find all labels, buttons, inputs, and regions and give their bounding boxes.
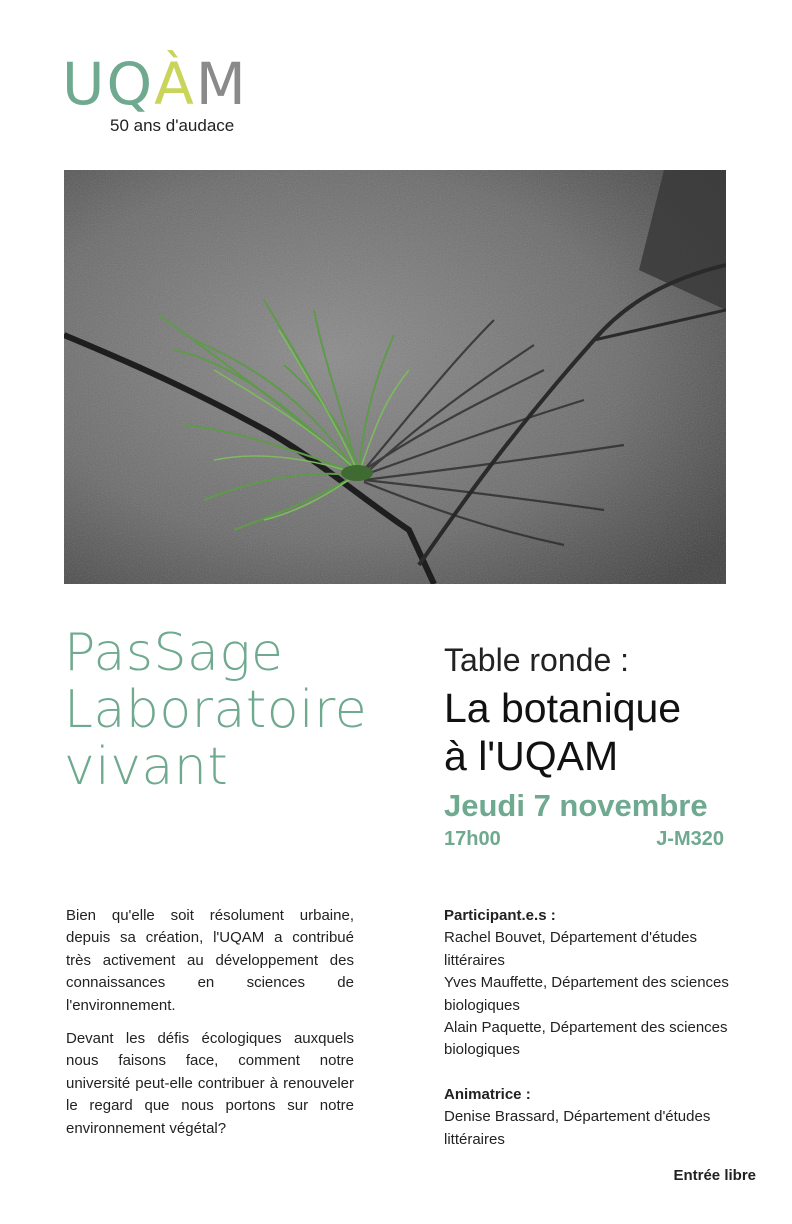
event-header [444,640,734,851]
description [66,905,354,1151]
moderator-name: Denise Brassard, Département d'études littéraires [444,1108,711,1148]
project-title [64,625,367,796]
event-time-room [444,828,724,851]
event-title [444,684,734,780]
event-title-line: La botanique [444,685,682,731]
uqam-logo [62,50,248,118]
title-line: vivant [64,737,229,797]
moderator-label: Animatrice : [444,1085,531,1103]
event-time: 17h00 [444,828,501,850]
event-kind: Table ronde : [444,642,630,678]
grass-photo [64,170,726,584]
participant-item: Alain Paquette, Département des sciences biologiques [444,1019,728,1059]
participants-block [444,905,734,1062]
participant-item: Rachel Bouvet, Département d'études littéraires [444,929,698,969]
free-entry: Entrée libre [673,1167,756,1184]
speakers [444,905,734,1173]
moderator-block [444,1084,734,1151]
event-title-line: à l'UQAM [444,733,619,779]
participants-label: Participant.e.s : [444,907,556,924]
title-line: Laboratoire [64,680,368,740]
description-paragraph: Devant les défis écologiques auxquels nous faisons face, comment notre université peut-elle contribuer à renouveler le regard que nous portons sur notre environnement végétal? [66,1030,354,1137]
event-room: J-M320 [656,828,724,850]
title-line: PasSage [64,623,284,683]
logo-wordmark: UQÀM [62,50,248,118]
event-date: Jeudi 7 novembre [444,788,708,823]
description-paragraph: Bien qu'elle soit résolument urbaine, depuis sa création, l'UQAM a contribué très activement au développement des connaissances en sciences de l'environnement. [66,907,354,1014]
participant-item: Yves Mauffette, Département des sciences biologiques [444,974,729,1014]
logo-tagline: 50 ans d'audace [110,116,235,135]
